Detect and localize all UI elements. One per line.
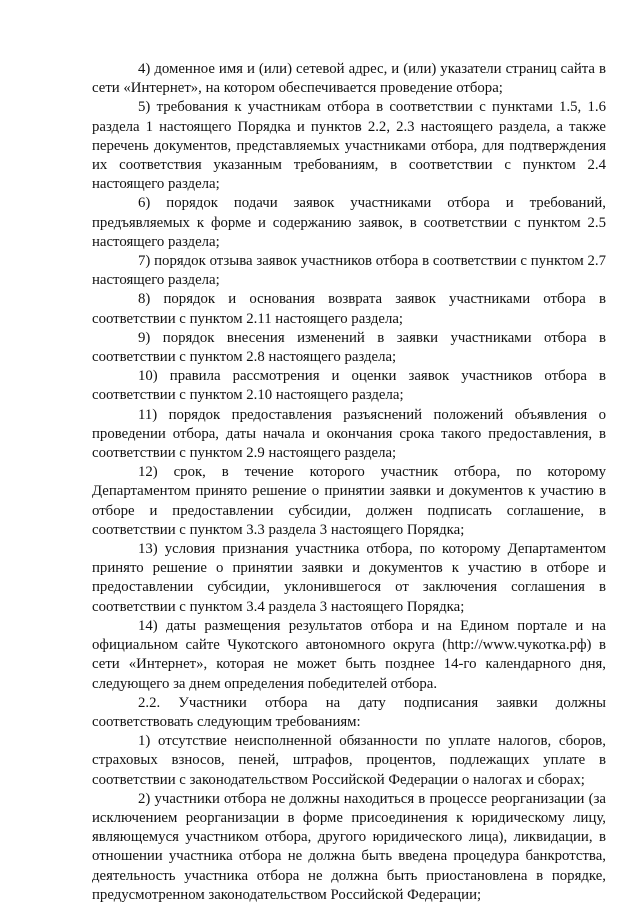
paragraph-item-8: 8) порядок и основания возврата заявок участниками отбора в соответствии с пунктом 2.11 настоящего раздела; — [92, 291, 606, 327]
paragraph-item-6: 6) порядок подачи заявок участниками отбора и требований, предъявляемых к форме и содержанию заявок, в соответствии с пунктом 2.5 настоящего раздела; — [92, 195, 606, 250]
paragraph-item-13: 13) условия признания участника отбора, по которому Департаментом принято решение о принятии заявки и документов к участию в отборе и предоставлении субсидии, уклонившегося от заключения соглашения в соответствии с пунктом 3.4 раздела 3 настоящего Порядка; — [92, 541, 606, 615]
paragraph-item-12: 12) срок, в течение которого участник отбора, по которому Департаментом принято решение о принятии заявки и документов к участию в отборе и предоставлении субсидии, должен подписать соглашение, в соответствии с пунктом 3.3 раздела 3 настоящего Порядка; — [92, 464, 606, 538]
document-page — [92, 60, 606, 905]
paragraph-item-5: 5) требования к участникам отбора в соответствии с пунктами 1.5, 1.6 раздела 1 настоящего Порядка и пунктов 2.2, 2.3 настоящего раздела, а также перечень документов, представляемых участниками отбора, для подтверждения их соответствия указанным требованиям, в соответствии с пунктом 2.4 настоящего раздела; — [92, 99, 606, 193]
paragraph-item-11: 11) порядок предоставления разъяснений положений объявления о проведении отбора, даты начала и окончания срока такого предоставления, в соответствии с пунктом 2.9 настоящего раздела; — [92, 406, 606, 462]
paragraph-item-14: 14) даты размещения результатов отбора и на Едином портале и на официальном сайте Чукотского автономного округа (http://www.чукотка.рф) в сети «Интернет», которая не может быть позднее 14-го календарного дня, следующего за днем определения победителей отбора. — [92, 617, 606, 692]
paragraph-item-9: 9) порядок внесения изменений в заявки участниками отбора в соответствии с пунктом 2.8 настоящего раздела; — [92, 329, 606, 366]
paragraph-item-7: 7) порядок отзыва заявок участников отбора в соответствии с пунктом 2.7 настоящего раздела; — [92, 253, 606, 289]
requirement-item-1: 1) отсутствие неисполненной обязанности по уплате налогов, сборов, страховых взносов, пеней, штрафов, процентов, подлежащих уплате в соответствии с законодательством Российской Федерации о налогах и сборах; — [92, 733, 606, 788]
requirement-item-2: 2) участники отбора не должны находиться в процессе реорганизации (за исключением реорганизации в форме присоединения к юридическому лицу, являющемуся участником отбора, другого юридического лица), ликвидации, в отношении участника отбора не должна быть введена процедура банкротства, деятельность участника отбора не должна быть приостановлена в порядке, предусмотренном законодательством Российской Федерации; — [92, 790, 606, 903]
paragraph-item-4: 4) доменное имя и (или) сетевой адрес, и (или) указатели страниц сайта в сети «Интернет», на котором обеспечивается проведение отбора; — [92, 61, 606, 97]
paragraph-item-10: 10) правила рассмотрения и оценки заявок участников отбора в соответствии с пунктом 2.10 настоящего раздела; — [92, 368, 606, 404]
section-2-2-heading: 2.2. Участники отбора на дату подписания заявки должны соответствовать следующим требованиям: — [92, 694, 606, 730]
